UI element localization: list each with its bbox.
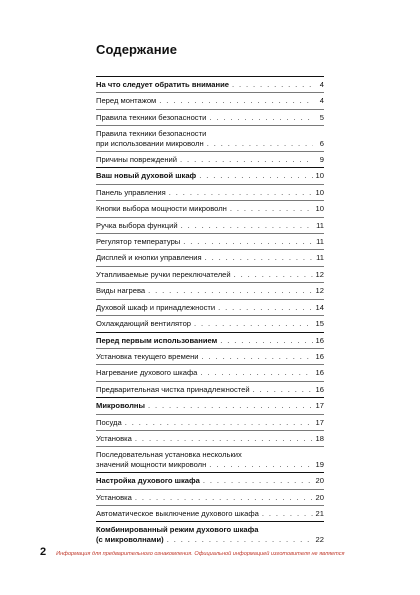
toc-entry[interactable] [96, 381, 324, 397]
toc-entry[interactable] [96, 348, 324, 364]
toc-entry-label: Микроволны [96, 401, 145, 411]
toc-entry-line [96, 418, 324, 427]
toc-entry[interactable] [96, 266, 324, 282]
toc-entry-label: Дисплей и кнопки управления [96, 253, 202, 263]
toc-dot-leader [159, 96, 313, 105]
toc-entry-line [96, 80, 324, 89]
toc-section-entry[interactable] [96, 472, 324, 488]
toc-entry-line [96, 434, 324, 443]
toc-dot-leader [218, 303, 312, 312]
toc-entry-line [96, 401, 324, 410]
toc-entry-line [96, 237, 324, 246]
page-title: Содержание [96, 42, 178, 57]
toc-section-entry[interactable] [96, 76, 324, 92]
toc-page-number: 10 [315, 187, 324, 197]
toc-entry[interactable] [96, 92, 324, 108]
toc-entry[interactable] [96, 446, 324, 472]
toc-entry[interactable] [96, 505, 324, 521]
toc-entry-label: Ручка выбора функций [96, 220, 178, 230]
toc-entry-line [96, 171, 324, 180]
toc-entry-label: Настройка духового шкафа [96, 476, 200, 486]
toc-entry-label: Посуда [96, 417, 122, 427]
toc-dot-leader [167, 535, 313, 544]
toc-dot-leader [203, 476, 313, 485]
toc-entry-line [96, 113, 324, 122]
toc-page-number: 20 [315, 492, 324, 502]
toc-page-number: 5 [319, 112, 324, 122]
toc-entry-label: Правила техники безопасности [96, 112, 207, 122]
toc-entry[interactable] [96, 315, 324, 331]
toc-page-number: 16 [315, 335, 324, 345]
toc-page-number: 12 [315, 286, 324, 296]
toc-dot-leader [200, 368, 312, 377]
toc-entry-line [96, 253, 324, 262]
toc-page-number: 4 [319, 96, 324, 106]
toc-entry[interactable] [96, 249, 324, 265]
toc-entry-label: Установка [96, 492, 132, 502]
toc-entry-label: Перед первым использованием [96, 335, 218, 345]
toc-entry-label: Духовой шкаф и принадлежности [96, 302, 216, 312]
toc-section-entry[interactable] [96, 397, 324, 413]
toc-entry-line [96, 509, 324, 518]
toc-entry-line [96, 286, 324, 295]
toc-entry[interactable] [96, 430, 324, 446]
table-of-contents [96, 76, 324, 547]
toc-dot-leader [199, 171, 312, 180]
toc-page-number: 11 [316, 237, 324, 247]
toc-dot-leader [183, 237, 313, 246]
toc-dot-leader [230, 204, 313, 213]
toc-page-number: 20 [315, 476, 324, 486]
toc-page-number: 16 [315, 351, 324, 361]
toc-entry-line [96, 493, 324, 502]
toc-dot-leader [205, 253, 313, 262]
toc-page-number: 16 [315, 384, 324, 394]
toc-entry-label: Причины повреждений [96, 155, 178, 165]
toc-entry-line [96, 221, 324, 230]
toc-entry-label: (с микроволнами) [96, 534, 164, 544]
toc-entry-label: Регулятор температуры [96, 237, 181, 247]
toc-entry-line [96, 139, 324, 148]
toc-dot-leader [209, 113, 313, 122]
toc-entry-label-line: Комбинированный режим духового шкафа [96, 525, 259, 535]
toc-entry-label: Утапливаемые ручки переключателей [96, 269, 231, 279]
toc-entry-label: Автоматическое выключение духового шкафа [96, 508, 259, 518]
toc-entry-line [96, 188, 324, 197]
toc-page-number: 15 [315, 319, 324, 329]
toc-entry-label-line: Последовательная установка нескольких [96, 450, 242, 460]
toc-page-number: 12 [315, 269, 324, 279]
toc-entry-label: На что следует обратить внимание [96, 80, 229, 89]
toc-entry-label: Кнопки выбора мощности микроволн [96, 204, 227, 214]
toc-entry-line [96, 336, 324, 345]
toc-entry-line [96, 352, 324, 361]
toc-page-number: 17 [315, 401, 324, 411]
toc-dot-leader [125, 418, 313, 427]
toc-entry-label: Установка текущего времени [96, 351, 199, 361]
toc-entry-line [96, 476, 324, 485]
toc-page-number: 10 [315, 171, 324, 181]
toc-entry-line [96, 270, 324, 279]
toc-entry-label: Предварительная чистка принадлежностей [96, 384, 250, 394]
toc-dot-leader [148, 286, 312, 295]
toc-page-number: 17 [315, 417, 324, 427]
toc-page-number: 22 [315, 534, 324, 544]
toc-entry-label: значений мощности микроволн [96, 459, 207, 469]
toc-dot-leader [220, 336, 312, 345]
toc-entry-line [96, 535, 324, 544]
toc-dot-leader [234, 270, 313, 279]
toc-dot-leader [262, 509, 313, 518]
toc-entry[interactable] [96, 184, 324, 200]
toc-entry-label: Панель управления [96, 187, 166, 197]
toc-dot-leader [181, 221, 313, 230]
toc-page-number: 11 [316, 253, 324, 263]
toc-entry[interactable] [96, 414, 324, 430]
toc-section-entry[interactable] [96, 521, 324, 547]
toc-entry-label: Нагревание духового шкафа [96, 368, 198, 378]
toc-entry-label: Ваш новый духовой шкаф [96, 171, 197, 181]
toc-entry-line [96, 303, 324, 312]
toc-page-number: 18 [315, 433, 324, 443]
toc-entry[interactable] [96, 200, 324, 216]
toc-page-number: 16 [315, 368, 324, 378]
toc-dot-leader [194, 319, 313, 328]
toc-entry[interactable] [96, 233, 324, 249]
toc-entry-label: Перед монтажом [96, 96, 157, 106]
toc-dot-leader [180, 155, 313, 164]
toc-entry-line [96, 155, 324, 164]
toc-page-number: 6 [319, 138, 324, 148]
toc-entry[interactable] [96, 282, 324, 298]
toc-dot-leader [135, 493, 313, 502]
toc-entry-label-line: Правила техники безопасности [96, 129, 207, 139]
toc-page-number: 4 [319, 80, 324, 89]
toc-entry[interactable] [96, 109, 324, 125]
footer-note: Информация для предварительного ознакомления. Официальной информацией изготовителя не является [56, 551, 345, 557]
toc-entry-line [96, 460, 324, 469]
toc-entry-line [96, 385, 324, 394]
toc-section-entry[interactable] [96, 332, 324, 348]
toc-dot-leader [202, 352, 313, 361]
toc-dot-leader [169, 188, 313, 197]
toc-page-number: 14 [315, 302, 324, 312]
toc-page-number: 11 [316, 220, 324, 230]
toc-entry-line [96, 319, 324, 328]
toc-entry[interactable] [96, 151, 324, 167]
toc-entry[interactable] [96, 125, 324, 151]
toc-entry-line [96, 96, 324, 105]
toc-page-number: 21 [315, 508, 324, 518]
toc-entry[interactable] [96, 364, 324, 380]
toc-entry-label: Охлаждающий вентилятор [96, 319, 192, 329]
toc-page-number: 9 [319, 155, 324, 165]
toc-entry-label: Установка [96, 433, 132, 443]
toc-entry-line [96, 368, 324, 377]
toc-entry[interactable] [96, 217, 324, 233]
page-number: 2 [40, 546, 47, 558]
toc-section-entry[interactable] [96, 167, 324, 183]
toc-dot-leader [209, 460, 312, 469]
toc-entry-label: при использовании микроволн [96, 138, 204, 148]
toc-dot-leader [253, 385, 313, 394]
toc-entry[interactable] [96, 489, 324, 505]
toc-page-number: 19 [315, 459, 324, 469]
toc-page-number: 10 [315, 204, 324, 214]
toc-dot-leader [207, 139, 313, 148]
toc-entry-label: Виды нагрева [96, 286, 146, 296]
page-footer [40, 546, 410, 558]
toc-dot-leader [148, 401, 313, 410]
toc-dot-leader [135, 434, 313, 443]
toc-entry-line [96, 204, 324, 213]
toc-entry[interactable] [96, 299, 324, 315]
toc-dot-leader [232, 80, 313, 89]
